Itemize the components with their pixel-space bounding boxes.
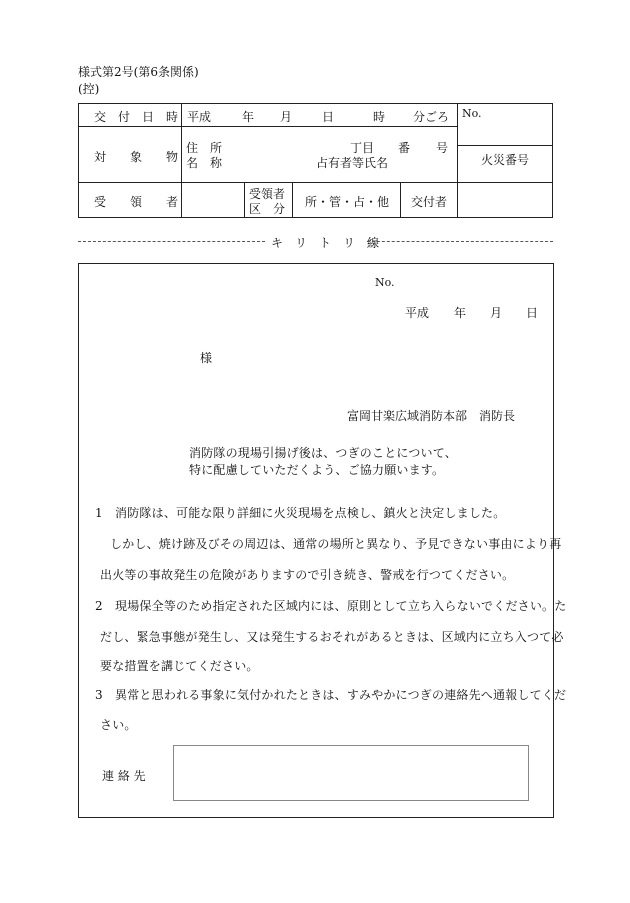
fire-number-label: 火災番号 [481,153,530,167]
intro-line-1: 消防隊の現場引揚げ後は、つぎのことについて、 [189,446,457,460]
item1-line2: しかし、焼け跡及びその周辺は、通常の場所と異なり、予見できない事由により再 [110,537,562,551]
notice-date-month: 月 [490,306,503,320]
notice-date-year: 年 [454,306,467,320]
notice-date-day: 日 [526,306,539,320]
issue-hour: 時 [373,110,386,124]
issue-year: 年 [242,110,255,124]
receipt-no-label: No. [462,107,482,120]
item3-line2: さい。 [100,718,137,732]
issue-day: 日 [322,110,335,124]
item3-line1: 3 異常と思われる事象に気付かれたときは、すみやかにつぎの連絡先へ通報してくだ [95,688,567,702]
receiver-label: 受 領 者 [94,195,179,209]
name-label: 名 称 [186,156,223,170]
cut-line-left [78,241,265,242]
contact-label: 連 絡 先 [102,769,146,783]
item2-line3: 要な措置を講じてください。 [100,659,259,673]
item2-line1: 2 現場保全等のため指定された区域内には、原則として立ち入らないでください。た [95,599,567,613]
notice-no-label: No. [375,276,395,289]
addressee-suffix: 様 [200,351,213,365]
issue-era: 平成 [187,110,212,124]
receiver-category-label-2: 区 分 [249,202,286,216]
cut-line-right [367,241,553,242]
receiver-category-options: 所・管・占・他 [305,195,390,209]
sender-name: 富岡甘楽広域消防本部 消防長 [347,409,516,423]
item2-line2: だし、緊急事態が発生し、又は発生するおそれがあるときは、区域内に立ち入つて必 [100,630,564,644]
copy-mark: (控) [78,82,100,96]
intro-line-2: 特に配慮していただくよう、ご協力願います。 [189,463,445,477]
cut-line-label: キ リ ト リ 線 [271,236,380,250]
receiver-category-label-1: 受領者 [249,187,286,201]
chome-label: 丁目 [350,141,375,155]
contact-field[interactable] [173,745,529,801]
notice-date-era: 平成 [405,306,430,320]
issue-datetime-label: 交 付 日 時 [94,110,179,124]
issuer-label: 交付者 [411,195,448,209]
target-object-label: 対 象 物 [94,150,179,164]
address-label: 住 所 [186,141,223,155]
banchi-label: 番 [398,141,411,155]
item1-line3: 出火等の事故発生の危険がありますので引き続き、警戒を行つてください。 [100,568,515,582]
go-label: 号 [436,141,449,155]
issue-minute: 分ごろ [413,110,450,124]
issue-month: 月 [280,110,293,124]
owner-name-label: 占有者等氏名 [316,156,389,170]
item1-line1: 1 消防隊は、可能な限り詳細に火災現場を点検し、鎮火と決定しました。 [95,506,506,520]
form-number: 様式第2号(第6条関係) [78,65,199,79]
